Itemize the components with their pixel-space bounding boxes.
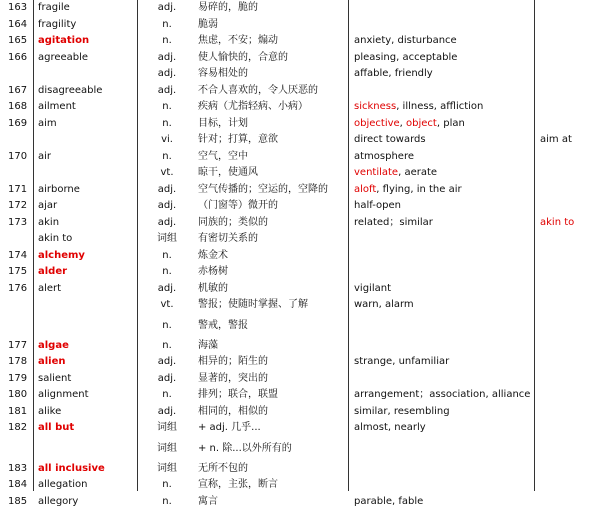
chinese-definition: + adj. 几乎... xyxy=(198,420,261,437)
table-row xyxy=(0,281,600,298)
entry-number: 183 xyxy=(8,461,30,478)
part-of-speech: n. xyxy=(138,248,196,265)
chinese-definition: 宣称，主张，断言 xyxy=(198,477,278,494)
synonym-text: , aerate xyxy=(398,167,437,178)
table-row xyxy=(0,17,600,34)
english-synonyms xyxy=(354,198,401,215)
entry-word: aim xyxy=(38,116,57,133)
part-of-speech: n. xyxy=(138,338,196,355)
part-of-speech: n. xyxy=(138,116,196,133)
entry-number: 173 xyxy=(8,215,30,232)
part-of-speech: adj. xyxy=(138,371,196,388)
part-of-speech: n. xyxy=(138,477,196,494)
synonym-text: related；similar xyxy=(354,217,433,228)
table-row xyxy=(0,231,600,248)
chinese-definition: 相异的；陌生的 xyxy=(198,354,268,371)
entry-word: salient xyxy=(38,371,71,388)
entry-word: alert xyxy=(38,281,61,298)
table-row xyxy=(0,182,600,199)
chinese-definition: 赤杨树 xyxy=(198,264,228,281)
synonym-text: sickness xyxy=(354,101,396,112)
synonym-text: parable, fable xyxy=(354,496,423,507)
part-of-speech: n. xyxy=(138,494,196,510)
table-row xyxy=(0,338,600,355)
synonym-text: vigilant xyxy=(354,283,391,294)
part-of-speech: adj. xyxy=(138,83,196,100)
synonym-text: direct towards xyxy=(354,134,426,145)
table-row xyxy=(0,264,600,281)
chinese-definition: 机敏的 xyxy=(198,281,228,298)
chinese-definition: 针对；打算，意欲 xyxy=(198,132,278,149)
entry-number: 171 xyxy=(8,182,30,199)
chinese-definition: 相同的，相似的 xyxy=(198,404,268,421)
entry-word: alien xyxy=(38,354,66,371)
synonym-text: pleasing, acceptable xyxy=(354,52,457,63)
entry-word: allegory xyxy=(38,494,78,510)
table-row xyxy=(0,420,600,437)
part-of-speech: adj. xyxy=(138,50,196,67)
entry-word: agreeable xyxy=(38,50,88,67)
entry-word: fragile xyxy=(38,0,70,17)
chinese-definition: + n. 除...以外所有的 xyxy=(198,441,292,458)
table-row xyxy=(0,0,600,17)
part-of-speech: n. xyxy=(138,149,196,166)
synonym-text: aloft xyxy=(354,184,376,195)
entry-word: algae xyxy=(38,338,69,355)
entry-number: 184 xyxy=(8,477,30,494)
part-of-speech: n. xyxy=(138,264,196,281)
chinese-definition: 寓言 xyxy=(198,494,218,510)
synonym-text: ventilate xyxy=(354,167,398,178)
part-of-speech: adj. xyxy=(138,0,196,17)
english-synonyms xyxy=(354,297,414,314)
entry-word: all but xyxy=(38,420,74,437)
part-of-speech: 词组 xyxy=(138,420,196,437)
entry-word: ailment xyxy=(38,99,76,116)
entry-word: all inclusive xyxy=(38,461,105,478)
part-of-speech: adj. xyxy=(138,198,196,215)
chinese-definition: 使人愉快的，合意的 xyxy=(198,50,288,67)
table-row xyxy=(0,248,600,265)
table-row xyxy=(0,371,600,388)
chinese-definition: 同族的；类似的 xyxy=(198,215,268,232)
chinese-definition: 容易相处的 xyxy=(198,66,248,83)
entry-number: 178 xyxy=(8,354,30,371)
table-row xyxy=(0,297,600,314)
chinese-definition: 空气传播的；空运的，空降的 xyxy=(198,182,328,199)
synonym-text: warn, alarm xyxy=(354,299,414,310)
part-of-speech: adj. xyxy=(138,354,196,371)
entry-number: 180 xyxy=(8,387,30,404)
chinese-definition: 警报；使随时掌握、了解 xyxy=(198,297,308,314)
synonym-text: almost, nearly xyxy=(354,422,426,433)
english-synonyms xyxy=(354,33,457,50)
chinese-definition: 排列；联合，联盟 xyxy=(198,387,278,404)
english-synonyms xyxy=(354,420,426,437)
part-of-speech: vt. xyxy=(138,297,196,314)
part-of-speech: adj. xyxy=(138,215,196,232)
entry-number: 165 xyxy=(8,33,30,50)
english-synonyms xyxy=(354,132,426,149)
synonym-text: anxiety, disturbance xyxy=(354,35,457,46)
part-of-speech: 词组 xyxy=(138,441,196,458)
table-row xyxy=(0,354,600,371)
entry-word: disagreeable xyxy=(38,83,102,100)
part-of-speech: adj. xyxy=(138,281,196,298)
part-of-speech: n. xyxy=(138,99,196,116)
table-row xyxy=(0,116,600,133)
entry-number: 169 xyxy=(8,116,30,133)
english-synonyms xyxy=(354,404,450,421)
entry-word: akin xyxy=(38,215,59,232)
chinese-definition: 空气，空中 xyxy=(198,149,248,166)
entry-number: 174 xyxy=(8,248,30,265)
table-row xyxy=(0,33,600,50)
phrase-note: akin to xyxy=(540,215,574,232)
english-synonyms xyxy=(354,387,530,404)
chinese-definition: 焦虑，不安；煽动 xyxy=(198,33,278,50)
english-synonyms xyxy=(354,50,457,67)
entry-number: 179 xyxy=(8,371,30,388)
synonym-text: strange, unfamiliar xyxy=(354,356,449,367)
synonym-text: atmosphere xyxy=(354,151,414,162)
entry-word: akin to xyxy=(38,231,72,248)
part-of-speech: 词组 xyxy=(138,461,196,478)
part-of-speech: 词组 xyxy=(138,231,196,248)
entry-word: alike xyxy=(38,404,61,421)
entry-number: 182 xyxy=(8,420,30,437)
entry-number: 172 xyxy=(8,198,30,215)
synonym-text: , flying, in the air xyxy=(376,184,461,195)
english-synonyms xyxy=(354,116,465,133)
chinese-definition: 目标，计划 xyxy=(198,116,248,133)
table-row xyxy=(0,132,600,149)
table-row xyxy=(0,149,600,166)
table-row xyxy=(0,198,600,215)
table-row xyxy=(0,477,600,494)
synonym-text: object xyxy=(406,118,437,129)
entry-number: 163 xyxy=(8,0,30,17)
english-synonyms xyxy=(354,66,433,83)
table-row xyxy=(0,387,600,404)
english-synonyms xyxy=(354,215,433,232)
chinese-definition: 疾病（尤指轻病、小病） xyxy=(198,99,308,116)
part-of-speech: adj. xyxy=(138,404,196,421)
entry-number: 176 xyxy=(8,281,30,298)
entry-word: alignment xyxy=(38,387,89,404)
table-row xyxy=(0,404,600,421)
chinese-definition: 易碎的，脆的 xyxy=(198,0,258,17)
chinese-definition: 不合人喜欢的，令人厌恶的 xyxy=(198,83,318,100)
synonym-text: similar, resembling xyxy=(354,406,450,417)
chinese-definition: 海藻 xyxy=(198,338,218,355)
chinese-definition: 警戒，警报 xyxy=(198,318,248,335)
table-row xyxy=(0,66,600,83)
chinese-definition: 晾干，使通风 xyxy=(198,165,258,182)
table-row xyxy=(0,437,600,461)
entry-word: alchemy xyxy=(38,248,85,265)
entry-number: 185 xyxy=(8,494,30,510)
chinese-definition: 显著的，突出的 xyxy=(198,371,268,388)
part-of-speech: adj. xyxy=(138,66,196,83)
entry-word: airborne xyxy=(38,182,80,199)
table-row xyxy=(0,314,600,338)
english-synonyms xyxy=(354,99,483,116)
entry-number: 175 xyxy=(8,264,30,281)
part-of-speech: n. xyxy=(138,33,196,50)
part-of-speech: n. xyxy=(138,387,196,404)
part-of-speech: adj. xyxy=(138,182,196,199)
synonym-text: arrangement；association, alliance xyxy=(354,389,530,400)
entry-word: ajar xyxy=(38,198,57,215)
table-row xyxy=(0,494,600,510)
phrase-note: aim at xyxy=(540,132,572,149)
entry-number: 167 xyxy=(8,83,30,100)
synonym-text: , xyxy=(400,118,406,129)
table-row xyxy=(0,215,600,232)
chinese-definition: 炼金术 xyxy=(198,248,228,265)
chinese-definition: 有密切关系的 xyxy=(198,231,258,248)
entry-number: 166 xyxy=(8,50,30,67)
english-synonyms xyxy=(354,182,462,199)
part-of-speech: vt. xyxy=(138,165,196,182)
entry-number: 164 xyxy=(8,17,30,34)
entry-word: agitation xyxy=(38,33,89,50)
entry-number: 177 xyxy=(8,338,30,355)
english-synonyms xyxy=(354,494,423,510)
synonym-text: affable, friendly xyxy=(354,68,433,79)
table-row xyxy=(0,99,600,116)
synonym-text: half-open xyxy=(354,200,401,211)
part-of-speech: vi. xyxy=(138,132,196,149)
synonym-text: , plan xyxy=(437,118,465,129)
entry-word: alder xyxy=(38,264,67,281)
entry-number: 168 xyxy=(8,99,30,116)
synonym-text: , illness, affliction xyxy=(396,101,483,112)
table-row xyxy=(0,461,600,478)
entry-number: 181 xyxy=(8,404,30,421)
chinese-definition: 无所不包的 xyxy=(198,461,248,478)
chinese-definition: 脆弱 xyxy=(198,17,218,34)
entry-word: fragility xyxy=(38,17,76,34)
entry-word: air xyxy=(38,149,51,166)
table-row xyxy=(0,50,600,67)
entry-word: allegation xyxy=(38,477,87,494)
part-of-speech: n. xyxy=(138,17,196,34)
entry-number: 170 xyxy=(8,149,30,166)
english-synonyms xyxy=(354,281,391,298)
synonym-text: objective xyxy=(354,118,400,129)
table-row xyxy=(0,83,600,100)
chinese-definition: （门窗等）微开的 xyxy=(198,198,278,215)
english-synonyms xyxy=(354,149,414,166)
english-synonyms xyxy=(354,165,437,182)
part-of-speech: n. xyxy=(138,318,196,335)
english-synonyms xyxy=(354,354,449,371)
table-row xyxy=(0,165,600,182)
